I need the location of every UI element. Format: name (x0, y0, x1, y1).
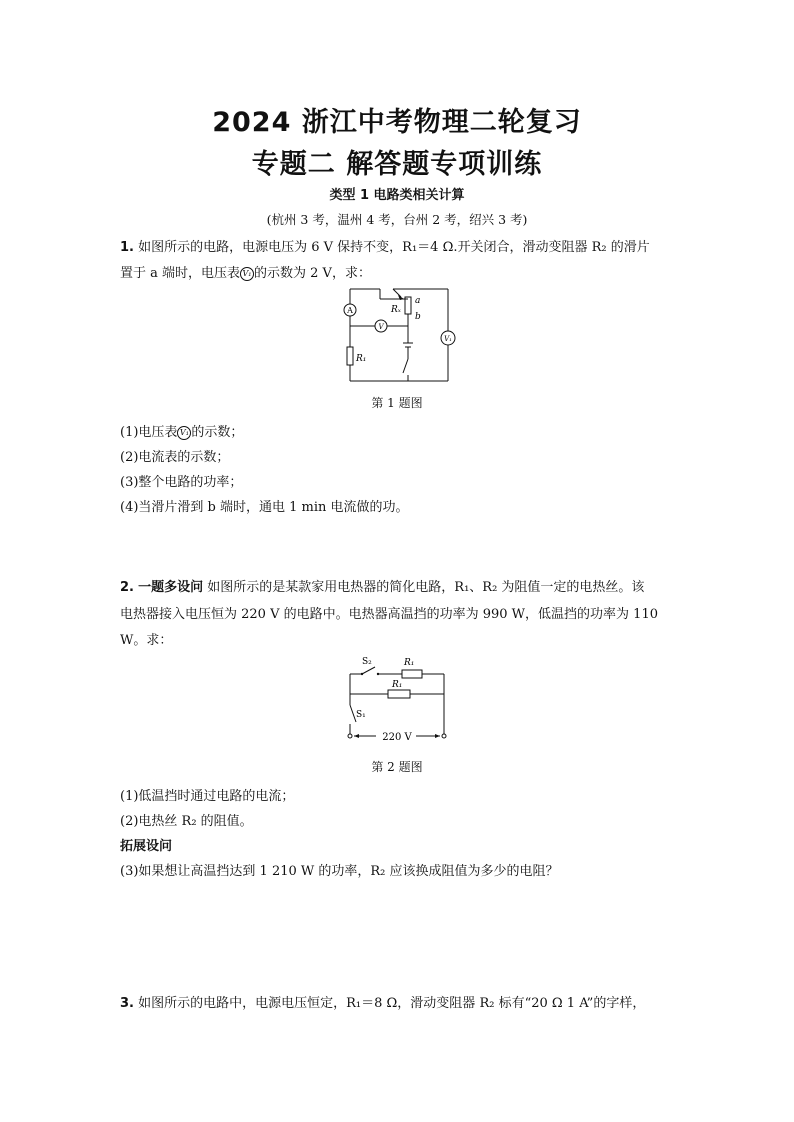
q1-line-1 (120, 236, 680, 255)
q2-tag: 一题多设问 (138, 580, 204, 595)
voltmeter-v1-icon: V₁ (177, 426, 191, 440)
s2-label: S₂ (362, 657, 372, 667)
q3-line-1 (120, 992, 680, 1011)
q2-sub-1: (1)低温挡时通过电路的电流； (120, 789, 295, 804)
source-note: (杭州 3 考，温州 4 考，台州 2 考，绍兴 3 考) (266, 212, 528, 227)
q1-sub-4: (4)当滑片滑到 b 端时，通电 1 min 电流做的功。 (120, 500, 409, 515)
s1-label: S₁ (356, 710, 366, 720)
voltmeter1-label: V₁ (444, 335, 452, 343)
q2-number: 2. (120, 580, 134, 595)
voltmeter-v1-icon: V₁ (240, 267, 254, 281)
q1-sub1-post: 的示数； (191, 425, 244, 440)
q1-sub1-pre: (1)电压表 (120, 425, 178, 440)
type-label: 类型 1 电路类相关计算 (329, 188, 465, 203)
q1-figure-caption: 第 1 题图 (371, 396, 423, 410)
r2-label: R₁ (404, 658, 415, 668)
q2-sub-3: (3)如果想让高温挡达到 1 210 W 的功率，R₂ 应该换成阻值为多少的电阻？ (120, 864, 559, 879)
page-title: 2024 浙江中考物理二轮复习 (212, 107, 582, 138)
q1-circuit-figure (335, 283, 465, 388)
q2-figure-caption: 第 2 题图 (371, 760, 423, 774)
q1-number: 1. (120, 240, 134, 255)
q1-text-a: 如图所示的电路，电源电压为 6 V 保持不变，R₁＝4 Ω.开关闭合，滑动变阻器 R₂ 的滑片 (138, 240, 650, 255)
q2-text-a: 如图所示的是某款家用电热器的简化电路，R₁、R₂ 为阻值一定的电热丝。该 (207, 580, 645, 595)
terminal-a-label: a (415, 296, 421, 306)
q1-sub-3: (3)整个电路的功率； (120, 475, 243, 490)
q1-sub-2: (2)电流表的示数； (120, 450, 230, 465)
q1-text-b-post: 的示数为 2 V，求： (254, 266, 371, 281)
page-subtitle: 专题二 解答题专项训练 (251, 149, 543, 180)
q2-line-1 (120, 576, 680, 595)
q3-text-a: 如图所示的电路中，电源电压恒定，R₁＝8 Ω，滑动变阻器 R₂ 标有“20 Ω 1 A”的字样， (138, 996, 646, 1011)
q1-sub-1 (120, 421, 680, 440)
q2-extension-label: 拓展设问 (120, 839, 173, 854)
voltmeter-label: V (378, 323, 384, 331)
q2-sub-2: (2)电热丝 R₂ 的阻值。 (120, 814, 253, 829)
voltage-label: 220 V (382, 732, 412, 743)
r1-label: R₁ (356, 354, 367, 364)
q2-line-2: 电热器接入电压恒为 220 V 的电路中。电热器高温挡的功率为 990 W，低温挡的功率为 110 (120, 607, 658, 622)
rx-label: Rₓ (391, 305, 401, 315)
q2-line-3: W。求： (120, 633, 173, 648)
q1-text-b-pre: 置于 a 端时，电压表 (120, 266, 241, 281)
ammeter-label: A (347, 306, 353, 315)
r1-label: R₁ (392, 680, 403, 690)
terminal-b-label: b (415, 312, 421, 322)
q1-line-2 (120, 262, 680, 281)
q3-number: 3. (120, 996, 134, 1011)
q2-circuit-figure (340, 650, 460, 745)
